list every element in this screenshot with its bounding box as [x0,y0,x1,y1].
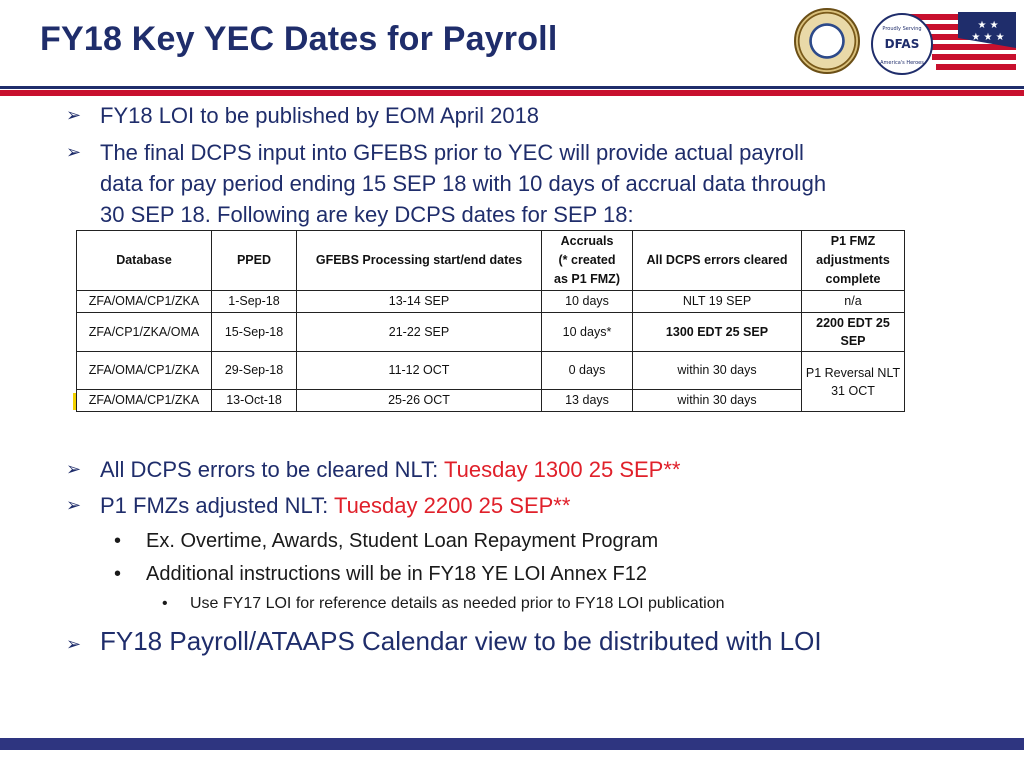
cell-accruals: 13 days [542,390,633,412]
header-rule-red [0,90,1024,96]
cell-p1fmz: 2200 EDT 25 SEP [802,313,905,352]
bullet-line-1: The final DCPS input into GFEBS prior to YEC will provide actual payroll [100,140,804,165]
col-pped: PPED [212,231,297,291]
arrow-bullet-icon: ➢ [66,634,82,654]
svg-text:★ ★ ★: ★ ★ ★ [971,32,1005,43]
fmz-deadline: Tuesday 2200 25 SEP** [333,493,571,518]
accruals-line-1: Accruals [560,234,614,248]
cell-pped: 13-Oct-18 [212,390,297,412]
cell-errors: within 30 days [633,390,802,412]
col-accruals [542,231,633,291]
errors-deadline: Tuesday 1300 25 SEP** [444,457,681,482]
svg-text:★ ★: ★ ★ [977,20,999,31]
fmz-label: P1 FMZs adjusted NLT: [100,493,334,518]
cell-accruals: 10 days [542,291,633,313]
bullet-line-3: 30 SEP 18. Following are key DCPS dates for SEP 18: [100,202,634,227]
bullet-errors-line [100,454,680,485]
bullet-text: FY18 LOI to be published by EOM April 2018 [100,103,540,128]
arrow-bullet-icon: ➢ [66,459,82,479]
table-row [77,291,905,313]
dfas-mark: DFAS [884,37,920,51]
col-p1fmz [802,231,905,291]
errors-label: All DCPS errors to be cleared NLT: [100,457,444,482]
col-database: Database [77,231,212,291]
cell-errors: within 30 days [633,352,802,390]
dcps-dates-table [76,230,905,412]
cell-errors: 1300 EDT 25 SEP [633,313,802,352]
sub-bullet-text: Additional instructions will be in FY18 YE LOI Annex F12 [146,563,648,585]
cell-gfebs: 11-12 OCT [297,352,542,390]
p1fmz-line-2: adjustments [816,253,890,267]
cell-pped: 1-Sep-18 [212,291,297,313]
bullet-dot-icon: • [114,563,122,585]
bullet-fmz-line [100,490,570,521]
arrow-bullet-icon: ➢ [66,495,82,515]
p1fmz-line-3: complete [825,272,881,286]
sub-bullet-text: Ex. Overtime, Awards, Student Loan Repayment Program [146,530,659,552]
cell-errors: NLT 19 SEP [633,291,802,313]
bullet-dot-icon: • [114,530,122,552]
p1fmz-line-1: P1 FMZ [830,234,876,248]
svg-text:America's Heroes: America's Heroes [880,60,924,66]
col-gfebs: GFEBS Processing start/end dates [297,231,542,291]
table-row [77,390,905,412]
slide-title: FY18 Key YEC Dates for Payroll [40,20,558,58]
cell-p1fmz: P1 Reversal NLT 31 OCT [802,352,905,412]
cell-gfebs: 13-14 SEP [297,291,542,313]
bullet-line-2: data for pay period ending 15 SEP 18 with 10 days of accrual data through [100,171,827,196]
sub-sub-bullet-text: Use FY17 LOI for reference details as needed prior to FY18 LOI publication [190,595,725,612]
svg-text:Proudly Serving: Proudly Serving [882,26,922,32]
dfas-logo-icon [866,8,1016,80]
accruals-line-3: as P1 FMZ) [554,272,620,286]
bullet-dot-icon: • [162,595,168,612]
cell-pped: 29-Sep-18 [212,352,297,390]
cell-p1fmz: n/a [802,291,905,313]
cell-database: ZFA/OMA/CP1/ZKA [77,352,212,390]
cell-accruals: 0 days [542,352,633,390]
cell-database: ZFA/OMA/CP1/ZKA [77,291,212,313]
arrow-bullet-icon: ➢ [66,105,82,125]
arrow-bullet-icon: ➢ [66,142,82,162]
accruals-line-2: (* created [558,253,616,267]
table-row [77,313,905,352]
header-rule-blue [0,86,1024,89]
table-row [77,352,905,390]
calendar-text: FY18 Payroll/ATAAPS Calendar view to be distributed with LOI [100,626,822,656]
table-header-row [77,231,905,291]
cell-database: ZFA/OMA/CP1/ZKA [77,390,212,412]
col-errors: All DCPS errors cleared [633,231,802,291]
cell-pped: 15-Sep-18 [212,313,297,352]
cell-accruals: 10 days* [542,313,633,352]
cell-gfebs: 21-22 SEP [297,313,542,352]
cell-database: ZFA/CP1/ZKA/OMA [77,313,212,352]
cell-gfebs: 25-26 OCT [297,390,542,412]
footer-bar [0,738,1024,750]
army-seal-icon [794,8,860,74]
